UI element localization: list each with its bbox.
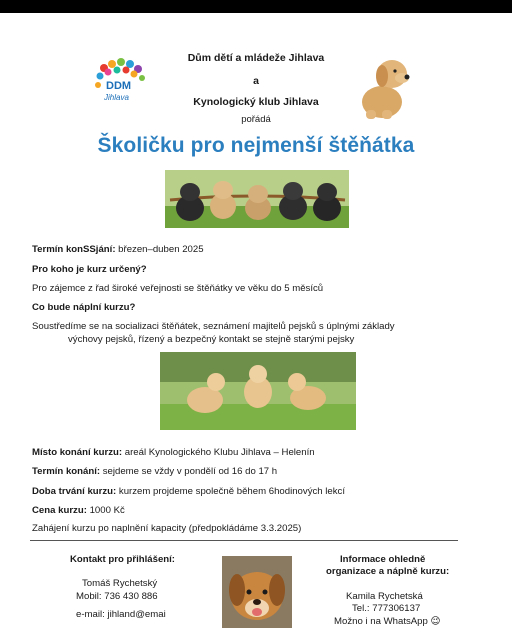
contact-right-heading-1: Informace ohledně [340,554,426,565]
duration-label: Doba trvání kurzu: [32,486,117,497]
logo-text-jihlava: Jihlava [104,93,129,102]
price-label: Cena kurzu: [32,505,87,516]
term-label: Termín konSSjání: [32,244,116,255]
time-line [32,465,277,478]
start-line: Zahájení kurzu po naplnění kapacity (předpokládáme 3.3.2025) [32,523,302,534]
playing-puppies-photo [160,352,356,430]
puppies-group-photo [165,170,349,228]
contact-right-heading-2: organizace a náplně kurzu: [326,566,450,577]
place-label: Místo konání kurzu: [32,447,123,458]
divider [30,540,458,541]
content-answer-line-1: Soustředíme se na socializaci štěňátek, seznámení majitelů pejsků s úplnými základy [32,321,395,332]
happy-puppy-photo [222,556,292,628]
header-line-2: a [253,75,259,87]
term-line [32,243,204,256]
content-question: Co bude náplní kurzu? [32,302,136,313]
logo-text-ddm: DDM [106,80,132,92]
golden-puppy-image [352,52,418,122]
place-line [32,446,315,459]
header-line-1: Dům dětí a mládeže Jihlava [187,52,325,64]
contact-right-whatsapp-line [334,615,441,629]
top-black-bar [0,0,512,13]
price-value: 1000 Kč [86,505,125,516]
duration-line [32,485,345,498]
header-line-3: Kynologický klub Jihlava [193,96,319,108]
header-line-4: pořádá [241,114,271,125]
who-question: Pro koho je kurz určený? [32,264,147,275]
wink-emoji-icon: 😉 [430,616,441,627]
contact-right-whatsapp: Možno i na WhatsApp [334,616,428,627]
time-label: Termín konání: [32,466,101,477]
contact-left-email: e-mail: jihland@emai [76,609,166,620]
price-line [32,504,125,517]
term-value: březen–duben 2025 [115,244,204,255]
place-value: areál Kynologického Klubu Jihlava – Helenín [122,447,315,458]
content-answer-line-2: výchovy pejsků, řízený a bezpečný kontakt se stejně starými pejsky [68,334,355,345]
duration-value: kurzem projdeme společně během 6hodinových lekcí [116,486,346,497]
contact-left-name: Tomáš Rychetský [82,578,158,589]
contact-left-mobile: Mobil: 736 430 886 [76,591,158,602]
contact-left-heading: Kontakt pro přihlášení: [70,554,176,565]
time-value: sejdeme se vždy v pondělí od 16 do 17 h [100,466,278,477]
who-answer: Pro zájemce z řad široké veřejnosti se štěňátky ve věku do 5 měsíců [32,283,324,294]
contact-right-phone: Tel.: 777306137 [352,603,421,614]
contact-right-name: Kamila Rychetská [346,591,423,602]
page-title: Školičku pro nejmenší štěňátka [97,134,415,157]
